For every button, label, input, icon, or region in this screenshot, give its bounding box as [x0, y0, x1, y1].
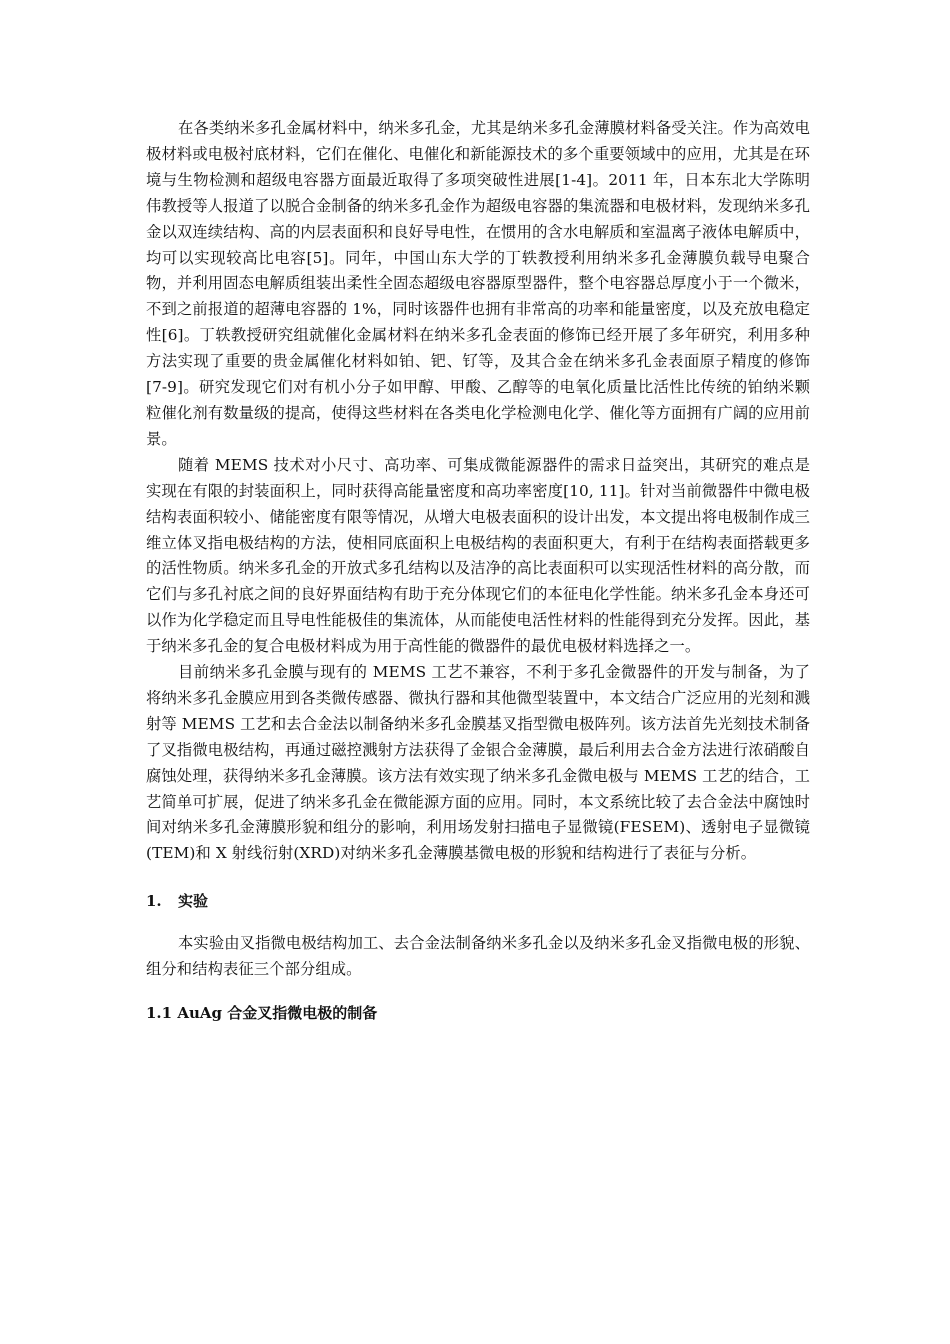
- section-heading-experiment: [146, 889, 810, 913]
- experiment-paragraph: 本实验由叉指微电极结构加工、去合金法制备纳米多孔金以及纳米多孔金叉指微电极的形貌、组分和结构表征三个部分组成。: [146, 934, 810, 979]
- intro-paragraph-2: 随着 MEMS 技术对小尺寸、高功率、可集成微能源器件的需求日益突出，其研究的难点是实现在有限的封装面积上，同时获得高能量密度和高功率密度[10, 11]。针对当前微器件中微电极结构表面积较小、储能密度有限等情况，从增大电极表面积的设计出发，本文提出将电极制作成三维立体叉指电极结构的方法，使相同底面积上电极结构的表面积更大，有利于在结构表面搭载更多的活性物质。纳米多孔金的开放式多孔结构以及洁净的高比表面积可以实现活性材料的高分散，而它们与多孔衬底之间的良好界面结构有助于充分体现它们的本征电化学性能。纳米多孔金本身还可以作为化学稳定而且导电性能极佳的集流体，从而能使电活性材料的性能得到充分发挥。因此，基于纳米多孔金的复合电极材料成为用于高性能的微器件的最优电极材料选择之一。: [146, 455, 810, 656]
- subsection-heading: 1.1 AuAg 合金叉指微电极的制备: [146, 1004, 378, 1023]
- section-title: 实验: [178, 892, 209, 911]
- intro-paragraph-3: 目前纳米多孔金膜与现有的 MEMS 工艺不兼容，不利于多孔金微器件的开发与制备，为了将纳米多孔金膜应用到各类微传感器、微执行器和其他微型装置中，本文结合广泛应用的光刻和溅射等 MEMS 工艺和去合金法以制备纳米多孔金膜基叉指型微电极阵列。该方法首先光刻技术制备了叉指微电极结构，再通过磁控溅射方法获得了金银合金薄膜，最后利用去合金方法进行浓硝酸自腐蚀处理，获得纳米多孔金薄膜。该方法有效实现了纳米多孔金微电极与 MEMS 工艺的结合，工艺简单可扩展，促进了纳米多孔金在微能源方面的应用。同时，本文系统比较了去合金法中腐蚀时间对纳米多孔金薄膜形貌和组分的影响，利用场发射扫描电子显微镜(FESEM)、透射电子显微镜(TEM)和 X 射线衍射(XRD)对纳米多孔金薄膜基微电极的形貌和结构进行了表征与分析。: [146, 663, 810, 863]
- intro-paragraph-1: 在各类纳米多孔金属材料中，纳米多孔金，尤其是纳米多孔金薄膜材料备受关注。作为高效电极材料或电极衬底材料，它们在催化、电催化和新能源技术的多个重要领域中的应用，尤其是在环境与生物检测和超级电容器方面最近取得了多项突破性进展[1-4]。2011 年，日本东北大学陈明伟教授等人报道了以脱合金制备的纳米多孔金作为超级电容器的集流器和电极材料，发现纳米多孔金以双连续结构、高的内层表面积和良好导电性，在惯用的含水电解质和室温离子液体电解质中，均可以实现较高比电容[5]。同年，中国山东大学的丁轶教授利用纳米多孔金薄膜负载导电聚合物，并利用固态电解质组装出柔性全固态超级电容器原型器件，整个电容器总厚度小于一个微米，不到之前报道的超薄电容器的 1%，同时该器件也拥有非常高的功率和能量密度，以及充放电稳定性[6]。丁轶教授研究组就催化金属材料在纳米多孔金表面的修饰已经开展了多年研究，利用多种方法实现了重要的贵金属催化材料如铂、钯、钌等，及其合金在纳米多孔金表面原子精度的修饰[7-9]。研究发现它们对有机小分子如甲醇、甲酸、乙醇等的电氧化质量比活性比传统的铂纳米颗粒催化剂有数量级的提高，使得这些材料在各类电化学检测电化学、催化等方面拥有广阔的应用前景。: [146, 119, 810, 448]
- document-page: [146, 116, 810, 1025]
- section-number: 1.: [146, 892, 162, 911]
